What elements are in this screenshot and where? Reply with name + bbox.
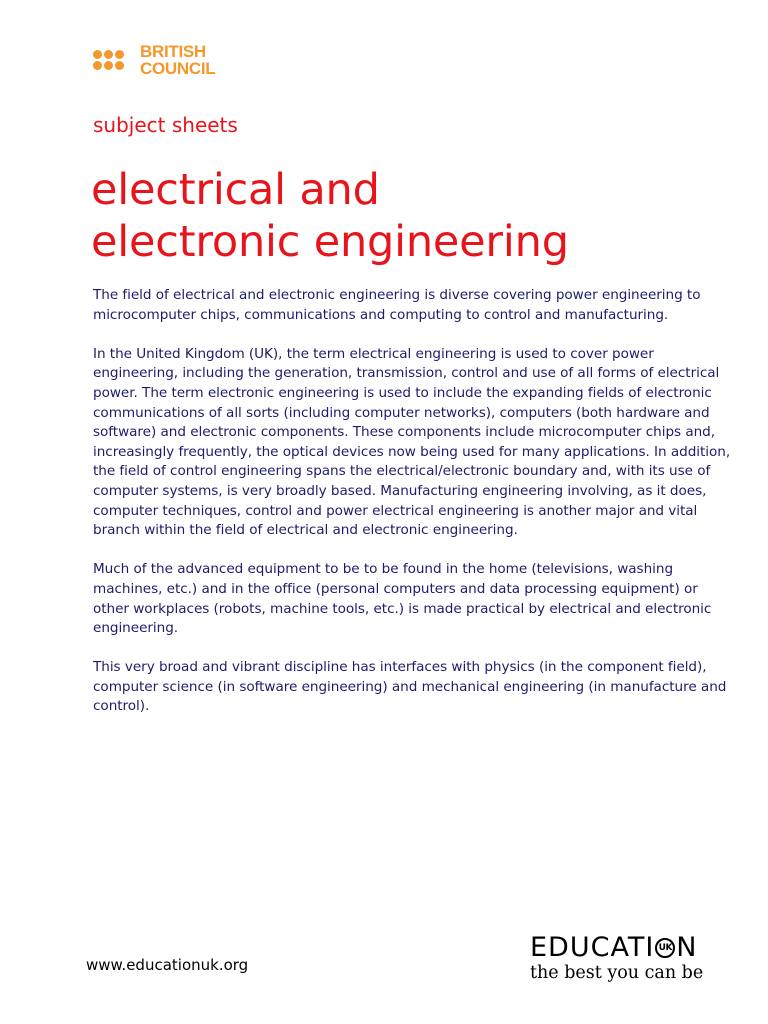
paragraph: The field of electrical and electronic engineering is diverse covering power engineering to microcomputer chips, communications and computing to control and manufacturing. [93,287,701,323]
wordmark-prefix: EDUCATI [530,932,655,963]
british-council-logo [93,43,215,77]
logo-line-2: COUNCIL [140,59,216,78]
uk-circle-icon: UK [655,938,675,958]
title-line-1: electrical and [91,165,380,215]
paragraph: This very broad and vibrant discipline has interfaces with physics (in the component field), computer science (in software engineering) and mechanical engineering (in manufacture and control). [93,659,727,715]
logo-dot [115,61,124,70]
subtitle: subject sheets [93,113,238,137]
logo-dot [93,61,102,70]
body-text [93,286,733,737]
education-wordmark [530,934,703,962]
wordmark-suffix: N [676,932,698,963]
paragraph: Much of the advanced equipment to be to be found in the home (televisions, washing machines, etc.) and in the office (personal computers and data processing equipment) or other workplaces (robots, machine tools, etc.) is made practical by electrical and electronic engineering. [93,561,712,637]
logo-dot [104,61,113,70]
logo-line-1: BRITISH [140,42,206,61]
page-title [91,164,569,268]
logo-dot [115,50,124,59]
paragraph: In the United Kingdom (UK), the term electrical engineering is used to cover power engineering, including the generation, transmission, control and use of all forms of electrical power. The term electronic engineering is used to include the expanding fields of electronic communications of all sorts (including computer networks), computers (both hardware and software) and electronic components. These components include microcomputer chips and, increasingly frequently, the optical devices now being used for many applications. In addition, the field of control engineering spans the electrical/electronic boundary and, with its use of computer systems, is very broadly based. Manufacturing engineering involving, as it does, computer techniques, control and power electrical engineering is another major and vital branch within the field of electrical and electronic engineering. [93,345,731,539]
logo-dots-icon [93,50,135,70]
logo-dot [104,50,113,59]
logo-dot [93,50,102,59]
education-uk-logo [530,934,703,984]
title-line-2: electronic engineering [91,217,569,267]
brand-tagline: the best you can be [530,963,704,983]
footer-url-link[interactable]: www.educationuk.org [86,956,249,974]
logo-wordmark [140,43,215,77]
